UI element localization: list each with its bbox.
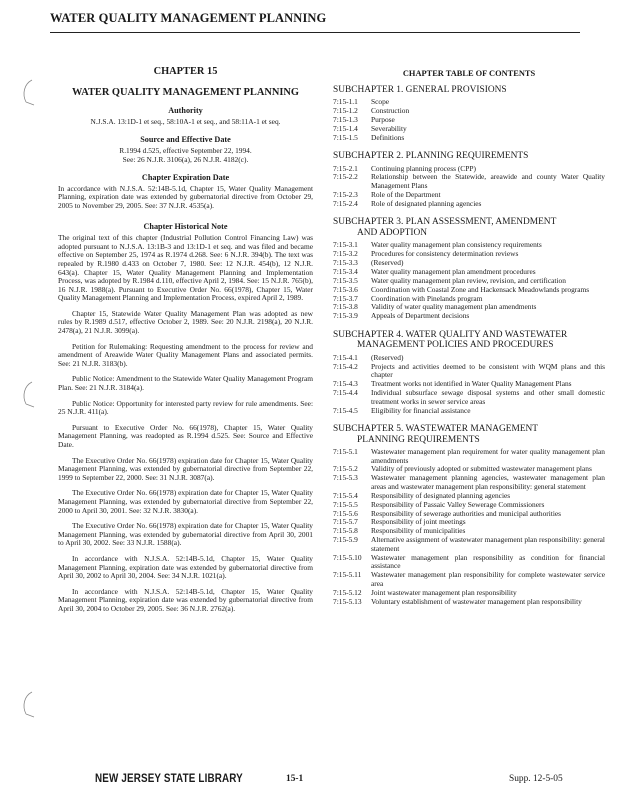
- section-title: Definitions: [371, 132, 405, 142]
- section-title: Wastewater management plan responsibility as condition for financial assistance: [371, 552, 605, 571]
- section-title: Procedures for consistency determination reviews: [371, 249, 519, 259]
- subchapter-title: SUBCHAPTER 2. PLANNING REQUIREMENTS: [333, 151, 529, 162]
- section-title: Scope: [371, 97, 390, 106]
- subchapter-title-continued: MANAGEMENT POLICIES AND PROCEDURES: [357, 340, 554, 351]
- section-list: [333, 98, 605, 142]
- section-list: [333, 241, 605, 321]
- running-header-title: WATER QUALITY MANAGEMENT PLANNING: [50, 11, 327, 25]
- section-title: Responsibility of municipalities: [371, 526, 466, 536]
- section-title: Projects and activities deemed to be consistent with WQM plans and this chapter: [371, 361, 605, 380]
- toc-entry[interactable]: [333, 286, 605, 295]
- source-line-1: R.1994 d.525, effective September 22, 1994.: [119, 145, 252, 155]
- history-paragraph: Petition for Rulemaking: Requesting amendment to the process for review and amendment of Areawide Water Quality Management Plans and associated permits. See: 21 N.J.R. 3183(b).: [58, 341, 313, 368]
- section-number: 7:15-5.8: [333, 526, 358, 536]
- history-paragraph: In accordance with N.J.S.A. 52:14B-5.1d, Chapter 15, Water Quality Management Planning, expiration date was extended by gubernatorial directive from April 30, 2002 to April 30, 2004. See: 34 N.J.R. 1021(a).: [58, 553, 313, 581]
- history-notes: [58, 234, 313, 613]
- toc-entry[interactable]: [333, 598, 605, 607]
- section-title: Coordination with Coastal Zone and Hackensack Meadowlands programs: [371, 284, 590, 294]
- punch-mark-top: [18, 78, 38, 108]
- authority-heading: Authority: [168, 106, 203, 116]
- toc-entry[interactable]: [333, 571, 605, 588]
- section-title: Wastewater management plan responsibility for complete wastewater service area: [371, 570, 605, 588]
- section-title: Responsibility of sewerage authorities and municipal authorities: [371, 508, 562, 518]
- subchapter-heading: [333, 424, 605, 445]
- section-title: Continuing planning process (CPP): [371, 163, 476, 173]
- section-number: 7:15-3.3: [333, 258, 358, 268]
- section-number: 7:15-2.2: [333, 172, 358, 182]
- toc-entry[interactable]: [333, 389, 605, 406]
- authority-text: N.J.S.A. 13:1D-1 et seq., 58:10A-1 et seq., and 58:11A-1 et seq.: [90, 116, 281, 126]
- section-list: [333, 448, 605, 606]
- toc-entry[interactable]: [333, 407, 605, 416]
- toc-entry[interactable]: [333, 312, 605, 321]
- chapter-number: CHAPTER 15: [153, 66, 218, 77]
- section-number: 7:15-3.9: [333, 311, 358, 321]
- section-number: 7:15-3.6: [333, 284, 358, 294]
- section-number: 7:15-3.1: [333, 240, 358, 250]
- section-number: 7:15-2.1: [333, 163, 358, 173]
- section-title: Voluntary establishment of wastewater management plan responsibility: [371, 596, 582, 606]
- subchapter-title: SUBCHAPTER 5. WASTEWATER MANAGEMENT: [333, 424, 539, 435]
- history-paragraph: In accordance with N.J.S.A. 52:14B-5.1d, Chapter 15, Water Quality Management Planning, expiration date was extended by gubernatorial directive from April 30, 2004 to October 29, 2005. See: 36 N.J.R. 2762(a).: [58, 586, 313, 613]
- library-stamp: NEW JERSEY STATE LIBRARY: [95, 771, 243, 785]
- subchapter-heading: [333, 217, 605, 238]
- section-number: 7:15-5.9: [333, 535, 358, 545]
- history-paragraph: The Executive Order No. 66(1978) expiration date for Chapter 15, Water Quality Management Planning, was extended by gubernatorial directive from April 30, 2001 to April 30, 2002. See: 33 N.J.R. 1588(a).: [58, 521, 313, 548]
- section-title: Eligibility for financial assistance: [371, 405, 471, 415]
- section-number: 7:15-5.10: [333, 552, 362, 562]
- section-number: 7:15-1.3: [333, 114, 358, 124]
- subchapter-title-continued: AND ADOPTION: [357, 227, 428, 238]
- toc-entry[interactable]: [333, 474, 605, 491]
- section-number: 7:15-5.12: [333, 587, 362, 597]
- section-number: 7:15-3.7: [333, 293, 358, 303]
- section-title: Role of designated planning agencies: [371, 198, 482, 208]
- section-number: 7:15-5.6: [333, 508, 358, 518]
- subchapter-heading: [333, 330, 605, 351]
- section-title: Alternative assignment of wastewater management plan responsibility: general statement: [371, 535, 605, 553]
- subchapter-title-continued: PLANNING REQUIREMENTS: [357, 434, 480, 445]
- toc-entry[interactable]: [333, 363, 605, 380]
- section-title: Relationship between the Statewide, areawide and county Water Quality Management Plans: [371, 172, 605, 191]
- section-title: Wastewater management planning agencies, wastewater management plan areas and wastewater management plan responsibility: general statement: [371, 473, 605, 491]
- toc-entry[interactable]: [333, 536, 605, 553]
- history-paragraph: Pursuant to Executive Order No. 66(1978), Chapter 15, Water Quality Management Planning, was readopted as R.1994 d.525. See: Source and Effective Date.: [58, 422, 313, 449]
- section-number: 7:15-5.13: [333, 596, 362, 606]
- section-number: 7:15-1.1: [333, 97, 358, 106]
- section-title: Validity of water quality management plan amendments: [371, 302, 537, 312]
- section-title: Validity of previously adopted or submitted wastewater management plans: [371, 464, 592, 474]
- section-number: 7:15-3.2: [333, 249, 358, 259]
- section-number: 7:15-5.1: [333, 446, 358, 456]
- page-number: 15-1: [286, 774, 304, 784]
- subchapter-heading: [333, 85, 605, 95]
- section-title: Responsibility of joint meetings: [371, 517, 466, 527]
- toc-title: CHAPTER TABLE OF CONTENTS: [402, 69, 536, 78]
- toc-entry[interactable]: [333, 448, 605, 465]
- section-title: (Reserved): [371, 352, 404, 362]
- section-number: 7:15-5.2: [333, 464, 358, 474]
- expiration-text: In accordance with N.J.S.A. 52:14B-5.1d, Chapter 15, Water Quality Management Planning, expiration date was extended by gubernatorial directive from October 29, 2005 to November 29, 2005. See: 37 N.J.R. 4535(a).: [58, 183, 313, 210]
- section-title: Water quality management plan amendment procedures: [371, 266, 536, 276]
- section-title: Responsibility of designated planning agencies: [371, 490, 511, 500]
- history-paragraph: The Executive Order No. 66(1978) expiration date for Chapter 15, Water Quality Management Planning, was extended by gubernatorial directive from September 22, 1999 to September 22, 2000. See: 31 N.J.R. 3087(a).: [58, 455, 313, 482]
- section-list: [333, 354, 605, 415]
- section-title: Individual subsurface sewage disposal systems and other small domestic treatment works in sewer service areas: [371, 388, 605, 406]
- subchapter-heading: [333, 151, 605, 161]
- section-title: Severability: [371, 123, 407, 133]
- toc-entry[interactable]: [333, 134, 605, 143]
- expiration-heading: Chapter Expiration Date: [141, 173, 230, 183]
- left-column: [58, 46, 313, 614]
- section-title: Joint wastewater management plan responsibility: [371, 587, 517, 597]
- source-heading: Source and Effective Date: [140, 135, 231, 145]
- history-heading: Chapter Historical Note: [143, 221, 228, 231]
- section-number: 7:15-2.3: [333, 189, 358, 199]
- section-title: Treatment works not identified in Water Quality Management Plans: [371, 379, 572, 389]
- toc-entry[interactable]: [333, 554, 605, 571]
- section-number: 7:15-2.4: [333, 198, 358, 208]
- history-paragraph: The original text of this chapter (Industrial Pollution Control Financing Law) was adopted pursuant to N.J.S.A. 13:1B-3 and 13:1D-1 et seq. and was filed and became effective on September 25, 1974 as R.1974 d.268. See: 6 N.J.R. 394(b). The text was repealed by R.1980 d.433 on October 7, 1980. See: 12 N.J.R. 454(b), 12 N.J.R. 643(a). Chapter 15, Water Quality Management Planning and Implementation Process, was adopted by R.1984 d.110, effective April 2, 1984. See: 15 N.J.R. 765(b), 16 N.J.R. 1988(a). Pursuant to Executive Order No. 66(1978), Chapter 15, Water Quality Management Planning and Implementation Process, expired April 2, 1989.: [58, 233, 313, 303]
- history-paragraph: Public Notice: Opportunity for interested party review for rule amendments. See: 25 N.J.R. 411(a).: [58, 398, 313, 417]
- toc-entry[interactable]: [333, 173, 605, 190]
- section-number: 7:15-5.5: [333, 499, 358, 509]
- right-column: [333, 46, 605, 606]
- section-list: [333, 165, 605, 209]
- section-number: 7:15-4.4: [333, 388, 358, 398]
- subchapter-title: SUBCHAPTER 3. PLAN ASSESSMENT, AMENDMENT: [333, 217, 557, 228]
- section-title: Coordination with Pinelands program: [371, 293, 483, 303]
- section-title: Purpose: [371, 114, 395, 124]
- section-number: 7:15-3.8: [333, 302, 358, 312]
- section-title: Responsibility of Passaic Valley Sewerage Commissioners: [371, 499, 545, 509]
- section-number: 7:15-5.3: [333, 473, 358, 483]
- punch-mark-middle: [18, 380, 38, 410]
- punch-mark-bottom: [18, 690, 38, 720]
- section-number: 7:15-5.4: [333, 490, 358, 500]
- section-number: 7:15-5.11: [333, 570, 362, 580]
- table-of-contents: [333, 85, 605, 607]
- subchapter-title: SUBCHAPTER 1. GENERAL PROVISIONS: [333, 84, 507, 95]
- section-number: 7:15-4.1: [333, 352, 358, 362]
- section-number: 7:15-5.7: [333, 517, 358, 527]
- section-number: 7:15-1.4: [333, 123, 358, 133]
- section-number: 7:15-1.2: [333, 105, 358, 115]
- supplement-date: Supp. 12-5-05: [509, 774, 563, 784]
- source-line-2: See: 26 N.J.R. 3106(a), 26 N.J.R. 4182(c).: [122, 154, 249, 164]
- section-title: Water quality management plan consistency requirements: [371, 240, 542, 250]
- history-paragraph: Chapter 15, Statewide Water Quality Management Plan was adopted as new rules by R.1989 d.517, effective October 2, 1989. See: 20 N.J.R. 2198(a), 20 N.J.R. 2478(a), 21 N.J.R. 3099(a).: [58, 308, 313, 336]
- toc-entry[interactable]: [333, 200, 605, 209]
- history-paragraph: The Executive Order No. 66(1978) expiration date for Chapter 15, Water Quality Management Planning, was extended by gubernatorial directive from September 22, 2000 to April 30, 2001. See: 32 N.J.R. 3830(a).: [58, 488, 313, 515]
- section-title: Role of the Department: [371, 189, 441, 199]
- section-title: Wastewater management plan requirement for water quality management plan amendments: [371, 446, 605, 465]
- section-number: 7:15-4.5: [333, 405, 358, 415]
- section-title: Appeals of Department decisions: [371, 311, 470, 321]
- toc-entry[interactable]: [333, 589, 605, 598]
- history-paragraph: Public Notice: Amendment to the Statewide Water Quality Management Program Plan. See: 21 N.J.R. 3184(a).: [58, 374, 313, 393]
- chapter-title: WATER QUALITY MANAGEMENT PLANNING: [72, 86, 299, 98]
- section-number: 7:15-4.3: [333, 379, 358, 389]
- running-header: [50, 10, 580, 33]
- section-number: 7:15-1.5: [333, 132, 358, 142]
- toc-entry[interactable]: [333, 125, 605, 134]
- toc-entry[interactable]: [333, 501, 605, 510]
- section-title: Construction: [371, 105, 410, 115]
- section-number: 7:15-4.2: [333, 361, 358, 371]
- section-title: Water quality management plan review, revision, and certification: [371, 275, 566, 285]
- subchapter-title: SUBCHAPTER 4. WATER QUALITY AND WASTEWATER: [333, 329, 568, 340]
- section-number: 7:15-3.4: [333, 266, 358, 276]
- section-number: 7:15-3.5: [333, 275, 358, 285]
- section-title: (Reserved): [371, 258, 404, 268]
